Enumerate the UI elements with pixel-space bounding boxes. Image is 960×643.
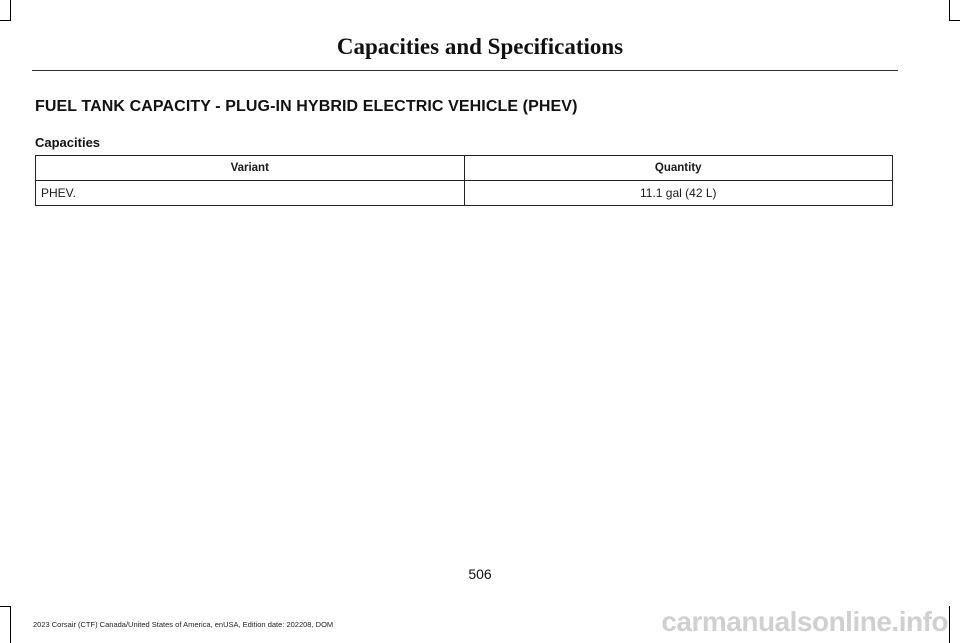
table-row	[36, 181, 893, 206]
crop-mark-top-left-horizontal	[0, 20, 11, 21]
column-header-variant: Variant	[36, 156, 465, 181]
table-caption: Capacities	[35, 135, 101, 150]
footer-edition-info: 2023 Corsair (CTF) Canada/United States of America, enUSA, Edition date: 202208, DOM	[33, 620, 334, 629]
crop-mark-top-left-vertical	[10, 0, 11, 20]
crop-mark-top-right-horizontal	[949, 20, 960, 21]
cell-variant: PHEV.	[36, 181, 465, 206]
page-title: Capacities and Specifications	[336, 34, 624, 59]
section-title: FUEL TANK CAPACITY - PLUG-IN HYBRID ELECTRIC VEHICLE (PHEV)	[35, 98, 578, 115]
table-header-row	[36, 156, 893, 181]
page-number: 506	[468, 566, 492, 582]
crop-mark-bottom-right-vertical	[949, 606, 950, 643]
crop-mark-bottom-left-horizontal	[0, 606, 11, 607]
watermark: carmanualsonline.info	[661, 606, 948, 637]
crop-mark-top-right-vertical	[949, 0, 950, 20]
capacities-table	[35, 155, 893, 206]
header-divider	[32, 70, 898, 71]
crop-mark-bottom-left-vertical	[10, 606, 11, 643]
column-header-quantity: Quantity	[464, 156, 893, 181]
cell-quantity: 11.1 gal (42 L)	[464, 181, 893, 206]
